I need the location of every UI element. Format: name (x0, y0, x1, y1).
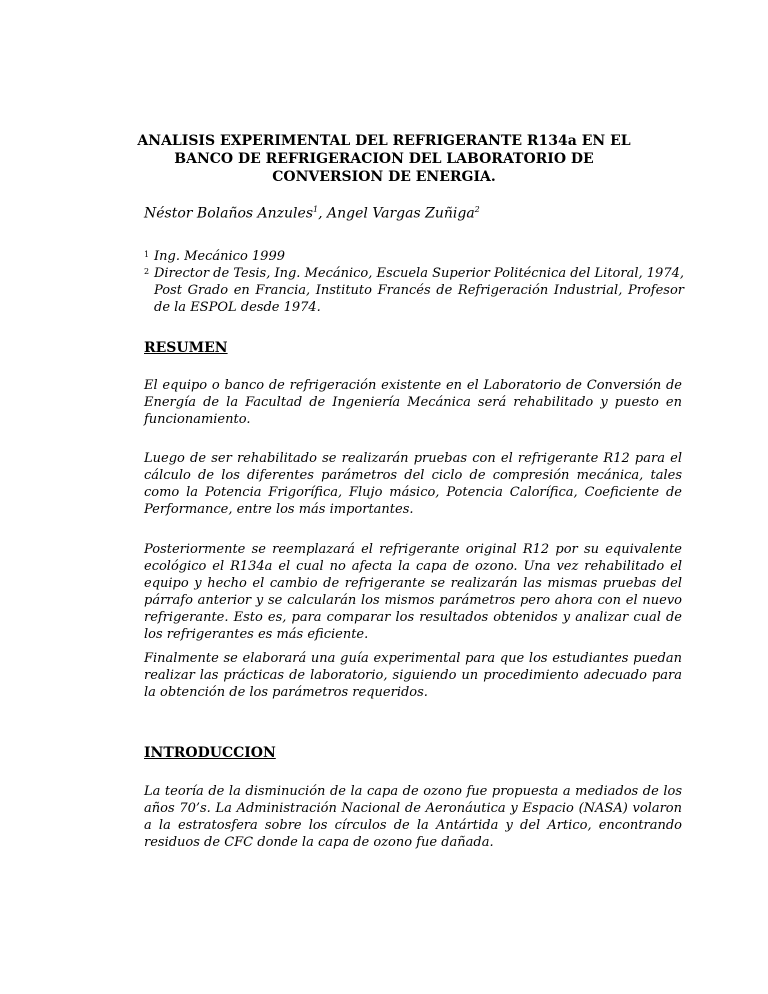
affiliation-1 (144, 248, 684, 265)
paper-title: ANALISIS EXPERIMENTAL DEL REFRIGERANTE R134a EN EL BANCO DE REFRIGERACION DEL LABORATORIO DE CONVERSION DE ENERGIA. (137, 133, 631, 185)
affiliations (144, 248, 684, 316)
author-line (144, 205, 480, 222)
author-1-mark: 1 (313, 205, 319, 214)
affiliation-1-text: Ing. Mecánico 1999 (154, 249, 285, 264)
affiliation-1-mark: 1 (144, 250, 150, 259)
introduccion-paragraph-1: La teoría de la disminución de la capa de ozono fue propuesta a mediados de los años 70’s. La Administración Nacional de Aeronáutica y Espacio (NASA) volaron a la estratosfera sobre los círculos de la Antártida y del Artico, encontrando residuos de CFC donde la capa de ozono fue dañada. (144, 784, 682, 850)
affiliation-2 (144, 265, 684, 316)
resumen-paragraph-3: Posteriormente se reemplazará el refrigerante original R12 por su equivalente ecológico el R134a el cual no afecta la capa de ozono. Una vez rehabilitado el equipo y hecho el cambio de refrigerante se realizarán las mismas pruebas del párrafo anterior y se calcularán los mismos parámetros pero ahora con el nuevo refrigerante. Esto es, para comparar los resultados obtenidos y analizar cual de los refrigerantes es más eficiente. (144, 542, 682, 642)
resumen-paragraph-4: Finalmente se elaborará una guía experimental para que los estudiantes puedan realizar las prácticas de laboratorio, siguiendo un procedimiento adecuado para la obtención de los parámetros requeridos. (144, 651, 682, 700)
affiliation-2-text: Director de Tesis, Ing. Mecánico, Escuela Superior Politécnica del Litoral, 1974, Post Grado en Francia, Instituto Francés de Refrigeración Industrial, Profesor de la ESPOL desde 1974. (154, 266, 684, 315)
author-2-name: Angel Vargas Zuñiga (327, 205, 475, 222)
author-2-mark: 2 (474, 205, 480, 214)
resumen-heading: RESUMEN (144, 340, 228, 356)
resumen-paragraph-1: El equipo o banco de refrigeración existente en el Laboratorio de Conversión de Energía de la Facultad de Ingeniería Mecánica será rehabilitado y puesto en funcionamiento. (144, 378, 682, 427)
resumen-paragraph-2: Luego de ser rehabilitado se realizarán pruebas con el refrigerante R12 para el cálculo de los diferentes parámetros del ciclo de compresión mecánica, tales como la Potencia Frigorífica, Flujo másico, Potencia Calorífica, Coeficiente de Performance, entre los más importantes. (144, 451, 682, 517)
author-separator: , (318, 205, 328, 222)
affiliation-2-mark: 2 (144, 267, 150, 276)
author-1-name: Néstor Bolaños Anzules (144, 205, 314, 222)
introduccion-heading: INTRODUCCION (144, 745, 276, 761)
